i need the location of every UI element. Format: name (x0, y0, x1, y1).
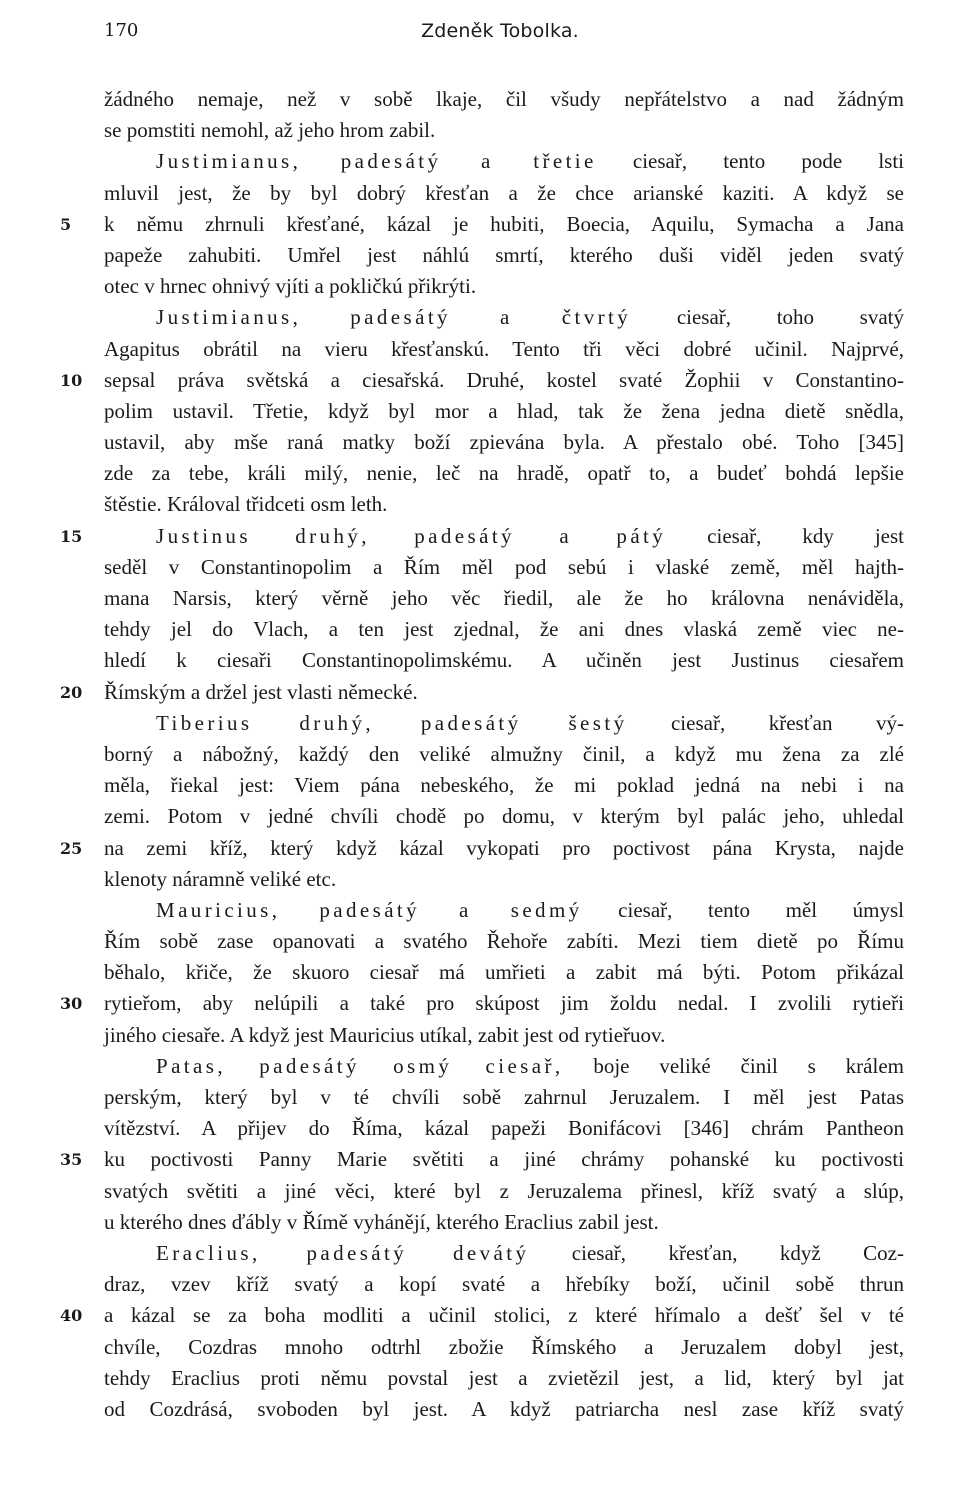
text-line: polim ustavil. Třetie, když byl mor a hlad, tak že žena jedna dietě snědla, (104, 398, 904, 423)
text-line: chvíle, Cozdras mnoho odtrhl zbožie Římského a Jeruzalem dobyl jest, (104, 1334, 904, 1359)
text-line: jiného ciesaře. A když jest Mauricius utíkal, zabit jest od rytieřuov. (104, 1022, 666, 1047)
text-line: žádného nemaje, než v sobě lkaje, čil všudy nepřátelstvo a nad žádným (104, 87, 904, 111)
text-line: draz, vzev kříž svatý a kopí svaté a hřebíky boží, učinil sobě thrun (104, 1272, 904, 1297)
text-line: štěstie. Královal třidceti osm leth. (104, 492, 388, 517)
text-line: ustavil, aby mše raná matky boží zpievána byla. A přestalo obé. Toho [345] (104, 430, 904, 455)
running-head: Zdeněk Tobolka. (421, 20, 579, 42)
text-line: u kterého dnes ďábly v Římě vyhánějí, kterého Eraclius zabil jest. (104, 1209, 659, 1234)
line-number: 25 (60, 838, 83, 858)
text-line: 30 rytieřom, aby nelúpili a také pro skúpost jim žoldu nedal. I zvolili rytieři (0, 988, 960, 1019)
text-line: Tiberius druhý, padesátý šestý ciesař, křesťan vý- (156, 710, 904, 735)
text-line: svatých světiti a jiné věci, které byl z Jeruzalema přinesl, kříž svatý a slúp, (104, 1178, 904, 1203)
text-line: 5 k němu zhrnuli křesťané, kázal je hubiti, Boecia, Aquilu, Symacha a Jana (0, 209, 960, 240)
text-line: klenoty náramně veliké etc. (104, 866, 337, 891)
line-number: 15 (60, 526, 83, 546)
text-line: běhalo, křiče, že skuoro ciesař má umřieti a zabit má býti. Potom přikázal (104, 960, 904, 985)
text-line: Eraclius, padesátý devátý ciesař, křesťan, když Coz- (156, 1240, 904, 1265)
text-line: 10 sepsal práva světská a ciesařská. Druhé, kostel svaté Žophii v Constantino- (0, 365, 960, 396)
text-line: seděl v Constantinopolim a Řím měl pod sebú i vlaské země, měl hajth- (104, 554, 904, 579)
emphasized-heading: Justimianus, padesátý a čtvrtý (156, 305, 632, 330)
text-line: mluvil jest, že by byl dobrý křesťan a že chce arianské kaziti. A když se (104, 180, 904, 205)
emphasized-heading: Tiberius druhý, padesátý šestý (156, 710, 628, 735)
line-number: 10 (60, 370, 83, 390)
text-line: perským, který byl v té chvíli sobě zahrnul Jeruzalem. I měl jest Patas (104, 1085, 904, 1109)
text-line: otec v hrnec ohnivý vjíti a pokličkú přikrýti. (104, 274, 477, 299)
text-line: Justimianus, padesátý a čtvrtý ciesař, toho svatý (156, 305, 905, 330)
line-number: 20 (60, 682, 83, 702)
emphasized-heading: Mauricius, padesátý a sedmý (156, 897, 583, 922)
text-line: mana Narsis, který věrně jeho věc řiedil, ale že ho královna nenáviděla, (104, 586, 904, 610)
text-line: 40 a kázal se za boha modliti a učinil stolici, z které hřímalo a dešť šel v té (0, 1300, 960, 1331)
text-line: Řím sobě zase opanovati a svatého Řehoře zabíti. Mezi tiem dietě po Římu (104, 929, 904, 954)
emphasized-heading: Eraclius, padesátý devátý (156, 1240, 530, 1265)
text-line: 20 Římským a držel jest vlasti německé. (0, 677, 960, 708)
text-line: vítězství. A přijev do Říma, kázal papeži Bonifácovi [346] chrám Pantheon (104, 1116, 904, 1141)
line-number: 35 (60, 1150, 83, 1170)
text-line: se pomstiti nemohl, až jeho hrom zabil. (104, 118, 436, 143)
text-line: 15 Justinus druhý, padesátý a pátý ciesař, kdy jest (0, 521, 960, 552)
line-number: 40 (60, 1306, 83, 1326)
text-line: zemi. Potom v jedné chvíli chodě po domu, v kterým byl palác jeho, uhledal (104, 804, 904, 829)
text-line: Justimianus, padesátý a třetie ciesař, tento pode lsti (156, 149, 905, 174)
emphasized-heading: Justimianus, padesátý a třetie (156, 149, 597, 174)
text-line: tehdy Eraclius proti němu povstal jest a zvietězil jest, a lid, který byl jat (104, 1365, 904, 1390)
text-line: borný a nábožný, každý den veliké almužny činil, a když mu žena za zlé (104, 741, 904, 766)
emphasized-heading: Patas, padesátý osmý ciesař, (156, 1053, 564, 1078)
line-number: 30 (60, 994, 83, 1014)
text-line: měla, řiekal jest: Viem pána nebeského, že mi poklad jedná na nebi i na (104, 773, 904, 798)
text-line: od Cozdrásá, svoboden byl jest. A když patriarcha nesl zase kříž svatý (104, 1396, 904, 1421)
text-line: 35 ku poctivosti Panny Marie světiti a jiné chrámy pohanské ku poctivosti (0, 1144, 960, 1175)
page-number: 170 (104, 20, 139, 41)
text-line: Patas, padesátý osmý ciesař, boje veliké činil s králem (156, 1053, 904, 1078)
text-line: papeže zahubiti. Umřel jest náhlú smrtí, kterého duši viděl jeden svatý (104, 242, 904, 267)
page-header (0, 18, 960, 46)
line-number: 5 (60, 214, 72, 234)
text-line: Agapitus obrátil na vieru křesťanskú. Tento tři věci dobré učinil. Najprvé, (104, 336, 904, 361)
text-line: 25 na zemi kříž, který když kázal vykopati pro poctivost pána Krysta, najde (0, 833, 960, 864)
text-line: Mauricius, padesátý a sedmý ciesař, tento měl úmysl (156, 897, 904, 922)
body-text (0, 84, 960, 1425)
text-line: tehdy jel do Vlach, a ten jest zjednal, že ani dnes vlaská země viec ne- (104, 617, 904, 642)
text-line: hledí k ciesaři Constantinopolimskému. A učiněn jest Justinus ciesařem (104, 648, 904, 673)
text-line: zde za tebe, králi milý, nenie, leč na hradě, opatř to, a budeť bohdá lepšie (104, 461, 904, 486)
emphasized-heading: Justinus druhý, padesátý a pátý (156, 523, 667, 548)
